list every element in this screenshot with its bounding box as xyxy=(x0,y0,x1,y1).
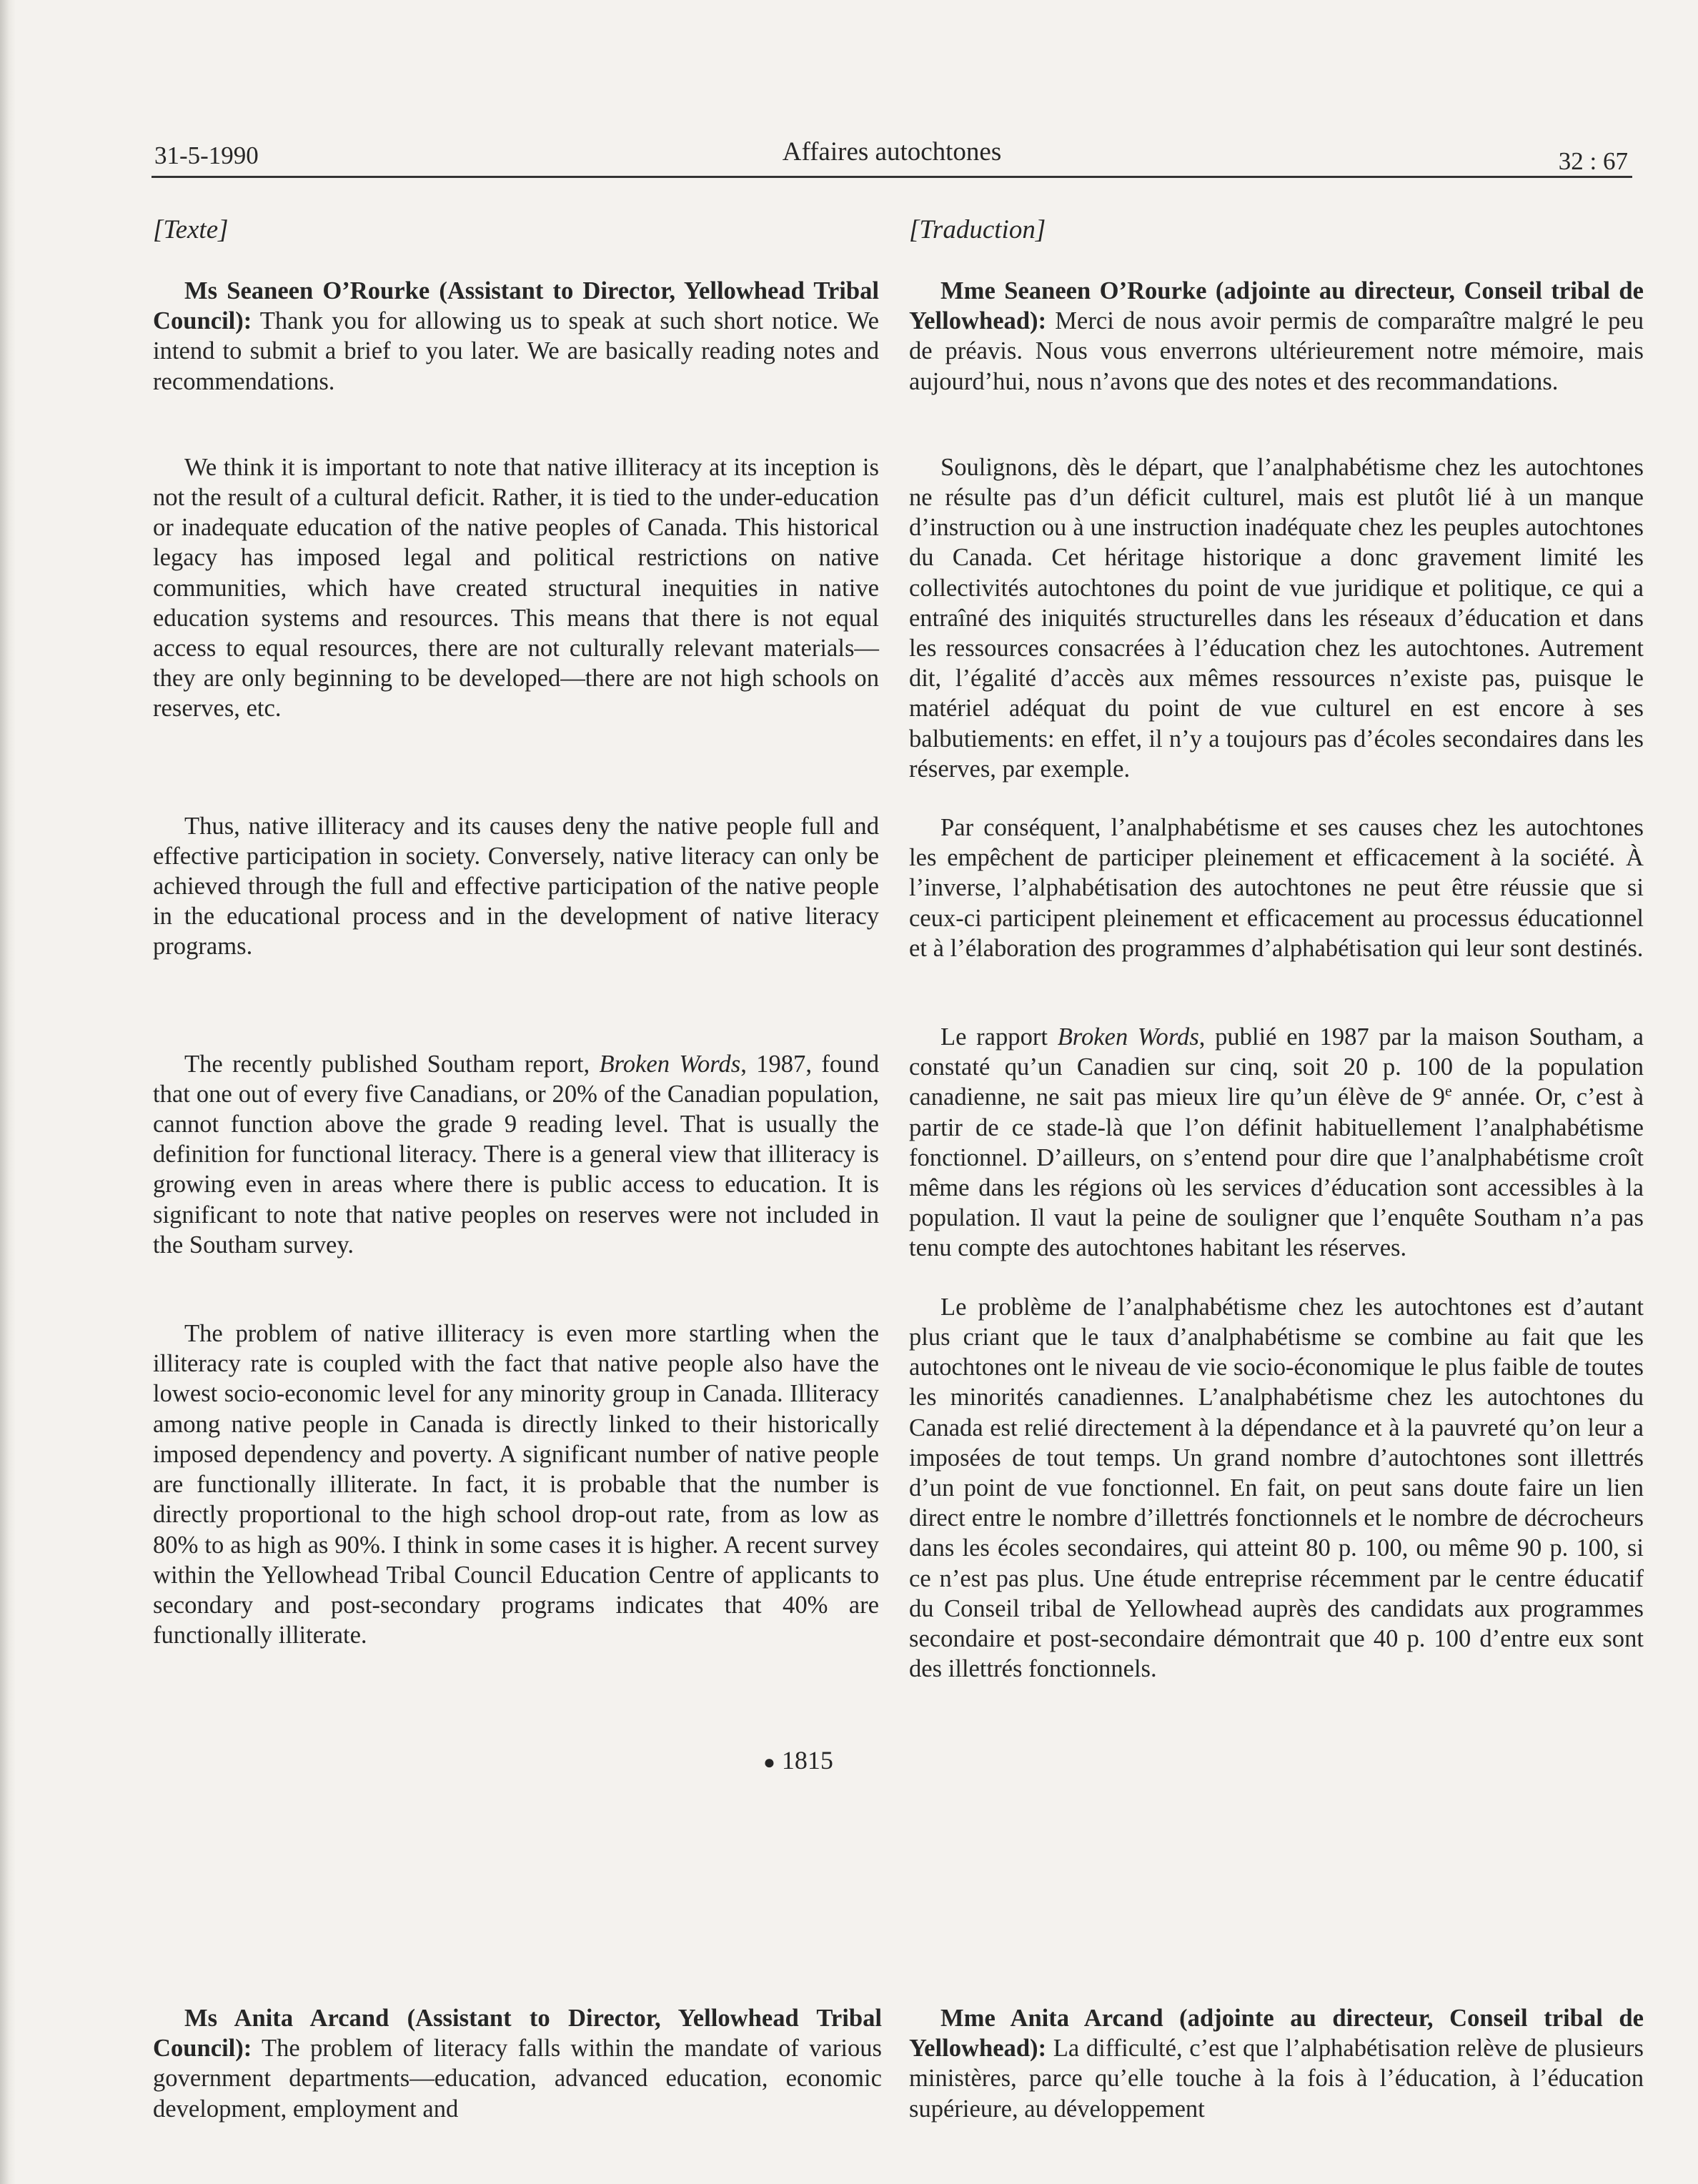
timestamp xyxy=(763,1745,833,1775)
paragraph-arcand-en xyxy=(153,2003,882,2124)
text-label: [Texte] xyxy=(153,215,229,244)
paragraph-arcand-fr xyxy=(909,2003,1644,2124)
header-page-number: 32 : 67 xyxy=(1558,147,1628,175)
paragraph-southam-fr xyxy=(909,1022,1644,1264)
paragraph-text: Soulignons, dès le départ, que l’analphabétisme chez les autochtones ne résulte pas d’un déficit culturel, mais est plutôt lié à un manque d’instruction ou à une instruction inadéquate chez les peuples autochtones du Canada. Cet héritage historique a donc gravement limité les collectivités autochtones du point de vue juridique et politique, ce qui a entraîné des iniquités structurelles dans les réseaux d’éducation et dans les ressources consacrées à l’éducation chez les autochtones. Autrement dit, l’égalité d’accès aux mêmes ressources n’existe pas, puisque le matériel adéquat du point de vue culturel en est encore à ses balbutiements: en effet, il n’y a toujours pas d’écoles secondaires dans les réserves, par exemple. xyxy=(909,453,1644,783)
paragraph-text: La difficulté, c’est que l’alphabétisation relève de plusieurs ministères, parce qu’elle touche à la fois à l’éducation, à l’éducation supérieure, au développement xyxy=(909,2035,1644,2123)
header-date: 31-5-1990 xyxy=(154,142,259,169)
english-column xyxy=(153,214,879,1650)
paragraph-text: We think it is important to note that native illiteracy at its inception is not the result of a cultural deficit. Rather, it is tied to the under-education or inadequate education of the native peoples of Canada. This historical legacy has imposed legal and political restrictions on native communities, which have created structural inequities in native education systems and resources. This means that there is not equal access to equal resources, there are not culturally relevant materials—they are only beginning to be developed—there are not high schools on reserves, etc. xyxy=(153,453,879,723)
report-title: Broken Words xyxy=(1057,1023,1199,1051)
paragraph-text: Le rapport xyxy=(940,1023,1058,1051)
paragraph-orourke-en xyxy=(153,276,879,397)
french-bottom xyxy=(909,2003,1644,2124)
speaker-name: Mme Seaneen O’Rourke (adjointe au directeur, Conseil tribal de Yellowhead): xyxy=(909,277,1644,335)
paragraph-text: Par conséquent, l’analphabétisme et ses causes chez les autochtones les empêchent de participer pleinement et efficacement à la société. À l’inverse, l’alphabétisation des autochtones ne peut être réussie que si ceux-ci participent pleinement et efficacement au processus éducationnel et à l’élaboration des programmes d’alphabétisation qui leur sont destinés. xyxy=(909,814,1644,962)
french-column xyxy=(909,214,1644,1684)
paragraph-text: Merci de nous avoir permis de comparaître malgré le peu de préavis. Nous vous enverrons ultérieurement notre mémoire, mais aujourd’hui, nous n’avons que des notes et des recommandations. xyxy=(909,307,1644,395)
paragraph-text: Thus, native illiteracy and its causes deny the native people full and effective participation in society. Conversely, native literacy can only be achieved through the full and effective participation of the native people in the educational process and in the development of native literacy programs. xyxy=(153,812,879,961)
paragraph-text: The problem of literacy falls within the mandate of various government departments—education, advanced education, economic development, employment and xyxy=(153,2035,882,2123)
paragraph-southam-en xyxy=(153,1049,879,1260)
superscript: e xyxy=(1444,1081,1452,1100)
translation-label: [Traduction] xyxy=(909,215,1046,244)
paragraph-text: , 1987, found that one out of every five Canadians, or 20% of the Canadian population, cannot function above the grade 9 reading level. That is usually the definition for functional literacy. There is a general view that illiteracy is growing even in areas where there is public access to education. It is significant to note that native peoples on reserves were not included in the Southam survey. xyxy=(153,1050,879,1259)
speaker-name: Ms Anita Arcand (Assistant to Director, Yellowhead Tribal Council): xyxy=(153,2005,882,2063)
page-edge-shadow xyxy=(0,0,16,2184)
paragraph-orourke-fr xyxy=(909,276,1644,397)
bullet-icon: ● xyxy=(763,1752,775,1774)
paragraph-text: Thank you for allowing us to speak at such short notice. We intend to submit a brief to you later. We are basically reading notes and recommendations. xyxy=(153,307,879,395)
paragraph-text: , publié en 1987 par la maison Southam, a constaté qu’un Canadien sur cinq, soit 20 p. 100 de la population canadienne, ne sait pas mieux lire qu’un élève de 9 xyxy=(909,1023,1644,1111)
speaker-name: Ms Seaneen O’Rourke (Assistant to Director, Yellowhead Tribal Council): xyxy=(153,277,879,335)
paragraph-text: The recently published Southam report, xyxy=(184,1050,600,1078)
paragraph-text: année. Or, c’est à partir de ce stade-là que l’on définit habituellement l’analphabétisme fonctionnel. D’ailleurs, on s’entend pour dire que l’analphabétisme croît même dans les régions où les services d’éducation sont accessibles à la population. Il vaut la peine de souligner que l’enquête Southam n’a pas tenu compte des autochtones habitant les réserves. xyxy=(909,1083,1644,1262)
paragraph-text: The problem of native illiteracy is even more startling when the illiteracy rate is coupled with the fact that native people also have the lowest socio-economic level for any minority group in Canada. Illiteracy among native people in Canada is directly linked to their historically imposed dependency and poverty. A significant number of native people are functionally illiterate. In fact, it is probable that the number is directly proportional to the high school drop-out rate, from as low as 80% to as high as 90%. I think in some cases it is higher. A recent survey within the Yellowhead Tribal Council Education Centre of applicants to secondary and post-secondary programs indicates that 40% are functionally illiterate. xyxy=(153,1320,879,1649)
paragraph-text: Le problème de l’analphabétisme chez les autochtones est d’autant plus criant que le taux d’analphabétisme se combine au fait que les autochtones ont le niveau de vie socio-économique le plus faible de toutes les minorités canadiennes. L’analphabétisme chez les autochtones du Canada est relié directement à la dépendance et à la pauvreté qu’on leur a imposées de tout temps. Un grand nombre d’autochtones sont illettrés d’un point de vue fonctionnel. En fait, on peut sans doute faire un lien direct entre le nombre d’illettrés fonctionnels et le nombre de décrocheurs dans les écoles secondaires, qui atteint 80 p. 100, ou même 90 p. 100, si ce n’est pas plus. Une étude entreprise récemment par le centre éducatif du Conseil tribal de Yellowhead auprès des candidats aux programmes secondaire et post-secondaire démontrait que 40 p. 100 d’entre eux sont des illettrés fonctionnels. xyxy=(909,1293,1644,1683)
header-title: Affaires autochtones xyxy=(782,137,1002,167)
page-header xyxy=(152,133,1632,178)
report-title: Broken Words xyxy=(599,1050,741,1078)
timestamp-value: 1815 xyxy=(781,1746,833,1774)
speaker-name: Mme Anita Arcand (adjointe au directeur, Conseil tribal de Yellowhead): xyxy=(909,2005,1644,2063)
english-bottom xyxy=(153,2003,882,2124)
